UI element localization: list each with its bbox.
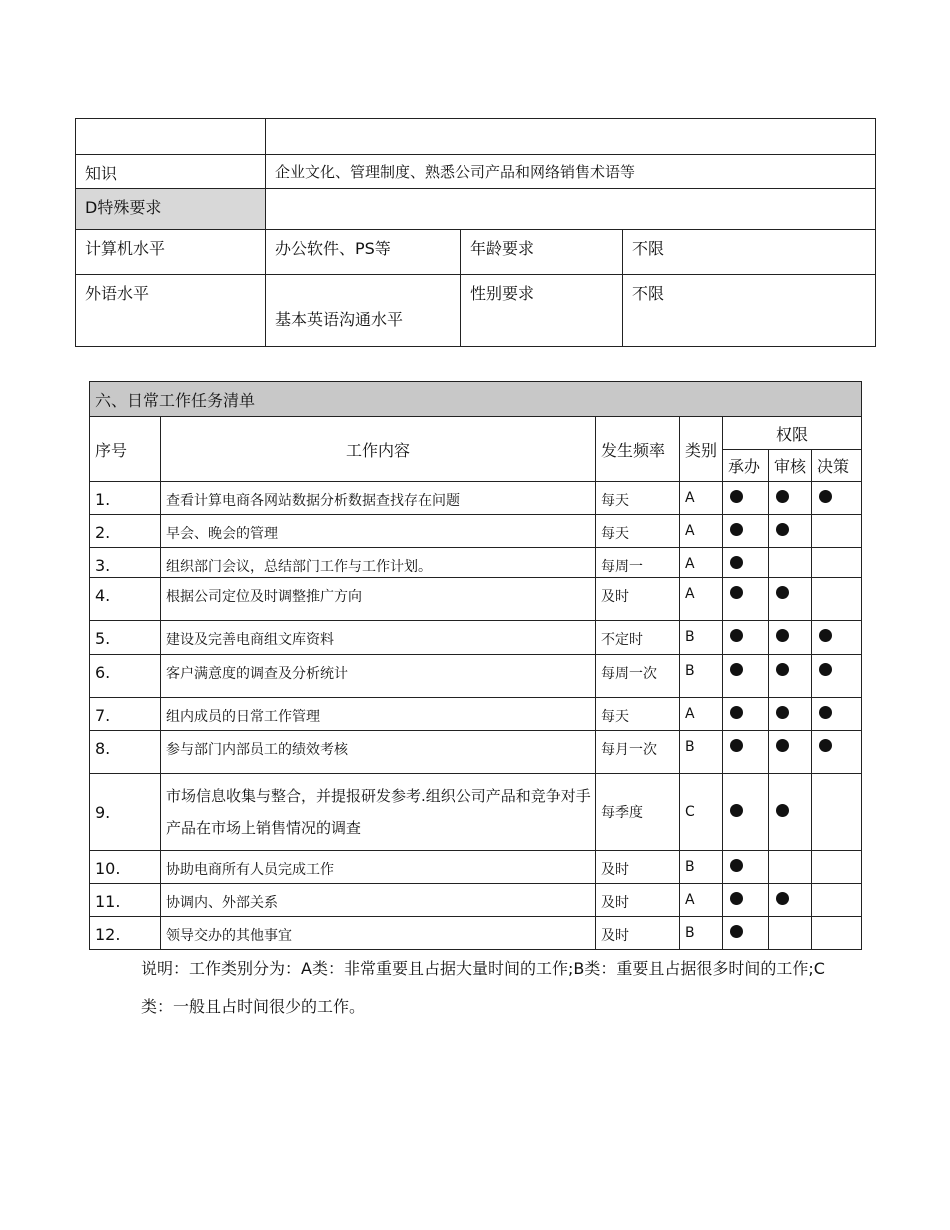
- table-row: [90, 917, 862, 950]
- header-undertake: 承办: [723, 450, 769, 482]
- task-number: 11.: [90, 884, 161, 917]
- table-row: [90, 548, 862, 578]
- task-number: 10.: [90, 851, 161, 884]
- gender-requirement-label: 性别要求: [461, 275, 623, 347]
- task-category: C: [680, 774, 723, 851]
- table-row: [90, 482, 862, 515]
- task-category: A: [680, 698, 723, 731]
- filled-dot-icon: [776, 804, 789, 817]
- empty-cell: [266, 119, 876, 155]
- authority-review-cell: [769, 515, 812, 548]
- task-content: 客户满意度的调查及分析统计: [161, 655, 596, 698]
- authority-review-cell: [769, 851, 812, 884]
- header-content: 工作内容: [161, 417, 596, 482]
- task-content: 协调内、外部关系: [161, 884, 596, 917]
- authority-review-cell: [769, 698, 812, 731]
- task-content: 市场信息收集与整合，并提报研发参考.组织公司产品和竞争对手产品在市场上销售情况的调查: [161, 774, 596, 851]
- filled-dot-icon: [730, 804, 743, 817]
- knowledge-label: 知识: [76, 155, 266, 189]
- task-category: A: [680, 515, 723, 548]
- authority-undertake-cell: [723, 482, 769, 515]
- filled-dot-icon: [819, 629, 832, 642]
- task-list-table: [89, 381, 862, 950]
- task-number: 5.: [90, 621, 161, 655]
- filled-dot-icon: [819, 706, 832, 719]
- task-frequency: 及时: [596, 851, 680, 884]
- authority-decide-cell: [812, 482, 862, 515]
- knowledge-value: 企业文化、管理制度、熟悉公司产品和网络销售术语等: [266, 155, 876, 189]
- authority-review-cell: [769, 917, 812, 950]
- filled-dot-icon: [819, 663, 832, 676]
- task-number: 4.: [90, 578, 161, 621]
- header-decide: 决策: [812, 450, 862, 482]
- task-number: 9.: [90, 774, 161, 851]
- task-frequency: 每天: [596, 698, 680, 731]
- table-row: [90, 655, 862, 698]
- filled-dot-icon: [730, 739, 743, 752]
- filled-dot-icon: [776, 586, 789, 599]
- table-row: [90, 851, 862, 884]
- authority-undertake-cell: [723, 515, 769, 548]
- authority-decide-cell: [812, 884, 862, 917]
- authority-decide-cell: [812, 851, 862, 884]
- header-frequency: 发生频率: [596, 417, 680, 482]
- task-number: 7.: [90, 698, 161, 731]
- table-row: [90, 731, 862, 774]
- table-row: [90, 884, 862, 917]
- task-frequency: 及时: [596, 884, 680, 917]
- special-requirements-title: D特殊要求: [76, 189, 266, 230]
- task-content: 组内成员的日常工作管理: [161, 698, 596, 731]
- filled-dot-icon: [776, 663, 789, 676]
- task-content: 参与部门内部员工的绩效考核: [161, 731, 596, 774]
- gender-requirement-value: 不限: [623, 275, 876, 347]
- authority-undertake-cell: [723, 774, 769, 851]
- header-number: 序号: [90, 417, 161, 482]
- filled-dot-icon: [776, 629, 789, 642]
- task-frequency: 不定时: [596, 621, 680, 655]
- empty-cell: [266, 189, 876, 230]
- authority-review-cell: [769, 884, 812, 917]
- filled-dot-icon: [776, 490, 789, 503]
- task-number: 6.: [90, 655, 161, 698]
- task-content: 领导交办的其他事宜: [161, 917, 596, 950]
- filled-dot-icon: [730, 859, 743, 872]
- task-content: 建设及完善电商组文库资料: [161, 621, 596, 655]
- computer-level-value: 办公软件、PS等: [266, 230, 461, 275]
- language-level-value: 基本英语沟通水平: [266, 275, 461, 347]
- authority-undertake-cell: [723, 851, 769, 884]
- authority-review-cell: [769, 482, 812, 515]
- task-category: B: [680, 851, 723, 884]
- filled-dot-icon: [819, 490, 832, 503]
- authority-decide-cell: [812, 621, 862, 655]
- authority-undertake-cell: [723, 655, 769, 698]
- authority-undertake-cell: [723, 621, 769, 655]
- filled-dot-icon: [776, 706, 789, 719]
- authority-review-cell: [769, 774, 812, 851]
- task-frequency: 每周一次: [596, 655, 680, 698]
- filled-dot-icon: [730, 586, 743, 599]
- table-row: [90, 774, 862, 851]
- empty-cell: [76, 119, 266, 155]
- task-content: 查看计算电商各网站数据分析数据查找存在问题: [161, 482, 596, 515]
- filled-dot-icon: [776, 739, 789, 752]
- filled-dot-icon: [730, 706, 743, 719]
- task-frequency: 每周一: [596, 548, 680, 578]
- header-review: 审核: [769, 450, 812, 482]
- table-row: [90, 698, 862, 731]
- task-content: 根据公司定位及时调整推广方向: [161, 578, 596, 621]
- age-requirement-label: 年龄要求: [461, 230, 623, 275]
- authority-undertake-cell: [723, 731, 769, 774]
- task-number: 12.: [90, 917, 161, 950]
- authority-decide-cell: [812, 515, 862, 548]
- task-category: B: [680, 655, 723, 698]
- table-row: [90, 621, 862, 655]
- task-category: A: [680, 548, 723, 578]
- authority-review-cell: [769, 731, 812, 774]
- task-number: 2.: [90, 515, 161, 548]
- task-number: 3.: [90, 548, 161, 578]
- filled-dot-icon: [730, 663, 743, 676]
- authority-review-cell: [769, 578, 812, 621]
- task-category: A: [680, 482, 723, 515]
- authority-decide-cell: [812, 774, 862, 851]
- task-category: B: [680, 731, 723, 774]
- authority-undertake-cell: [723, 884, 769, 917]
- authority-decide-cell: [812, 698, 862, 731]
- table-row: [90, 578, 862, 621]
- requirements-table: [75, 118, 876, 347]
- filled-dot-icon: [730, 523, 743, 536]
- authority-review-cell: [769, 548, 812, 578]
- computer-level-label: 计算机水平: [76, 230, 266, 275]
- authority-review-cell: [769, 655, 812, 698]
- authority-decide-cell: [812, 917, 862, 950]
- filled-dot-icon: [730, 629, 743, 642]
- task-category: B: [680, 621, 723, 655]
- authority-decide-cell: [812, 578, 862, 621]
- authority-undertake-cell: [723, 548, 769, 578]
- task-category: B: [680, 917, 723, 950]
- authority-undertake-cell: [723, 698, 769, 731]
- task-frequency: 每天: [596, 515, 680, 548]
- authority-review-cell: [769, 621, 812, 655]
- header-authority: 权限: [723, 417, 862, 450]
- task-content: 早会、晚会的管理: [161, 515, 596, 548]
- task-category: A: [680, 578, 723, 621]
- category-note: 说明：工作类别分为：A类：非常重要且占据大量时间的工作;B类：重要且占据很多时间的工作;C类：一般且占时间很少的工作。: [141, 959, 825, 1016]
- task-frequency: 及时: [596, 578, 680, 621]
- filled-dot-icon: [730, 490, 743, 503]
- table-row: [90, 515, 862, 548]
- task-number: 8.: [90, 731, 161, 774]
- language-level-label: 外语水平: [76, 275, 266, 347]
- authority-decide-cell: [812, 655, 862, 698]
- task-number: 1.: [90, 482, 161, 515]
- filled-dot-icon: [730, 556, 743, 569]
- task-category: A: [680, 884, 723, 917]
- authority-undertake-cell: [723, 578, 769, 621]
- task-frequency: 每季度: [596, 774, 680, 851]
- task-list-title: 六、日常工作任务清单: [90, 382, 862, 417]
- header-category: 类别: [680, 417, 723, 482]
- filled-dot-icon: [819, 739, 832, 752]
- task-content: 组织部门会议，总结部门工作与工作计划。: [161, 548, 596, 578]
- filled-dot-icon: [776, 892, 789, 905]
- authority-undertake-cell: [723, 917, 769, 950]
- filled-dot-icon: [730, 892, 743, 905]
- task-frequency: 每月一次: [596, 731, 680, 774]
- age-requirement-value: 不限: [623, 230, 876, 275]
- filled-dot-icon: [730, 925, 743, 938]
- task-frequency: 及时: [596, 917, 680, 950]
- authority-decide-cell: [812, 548, 862, 578]
- task-content: 协助电商所有人员完成工作: [161, 851, 596, 884]
- filled-dot-icon: [776, 523, 789, 536]
- task-frequency: 每天: [596, 482, 680, 515]
- authority-decide-cell: [812, 731, 862, 774]
